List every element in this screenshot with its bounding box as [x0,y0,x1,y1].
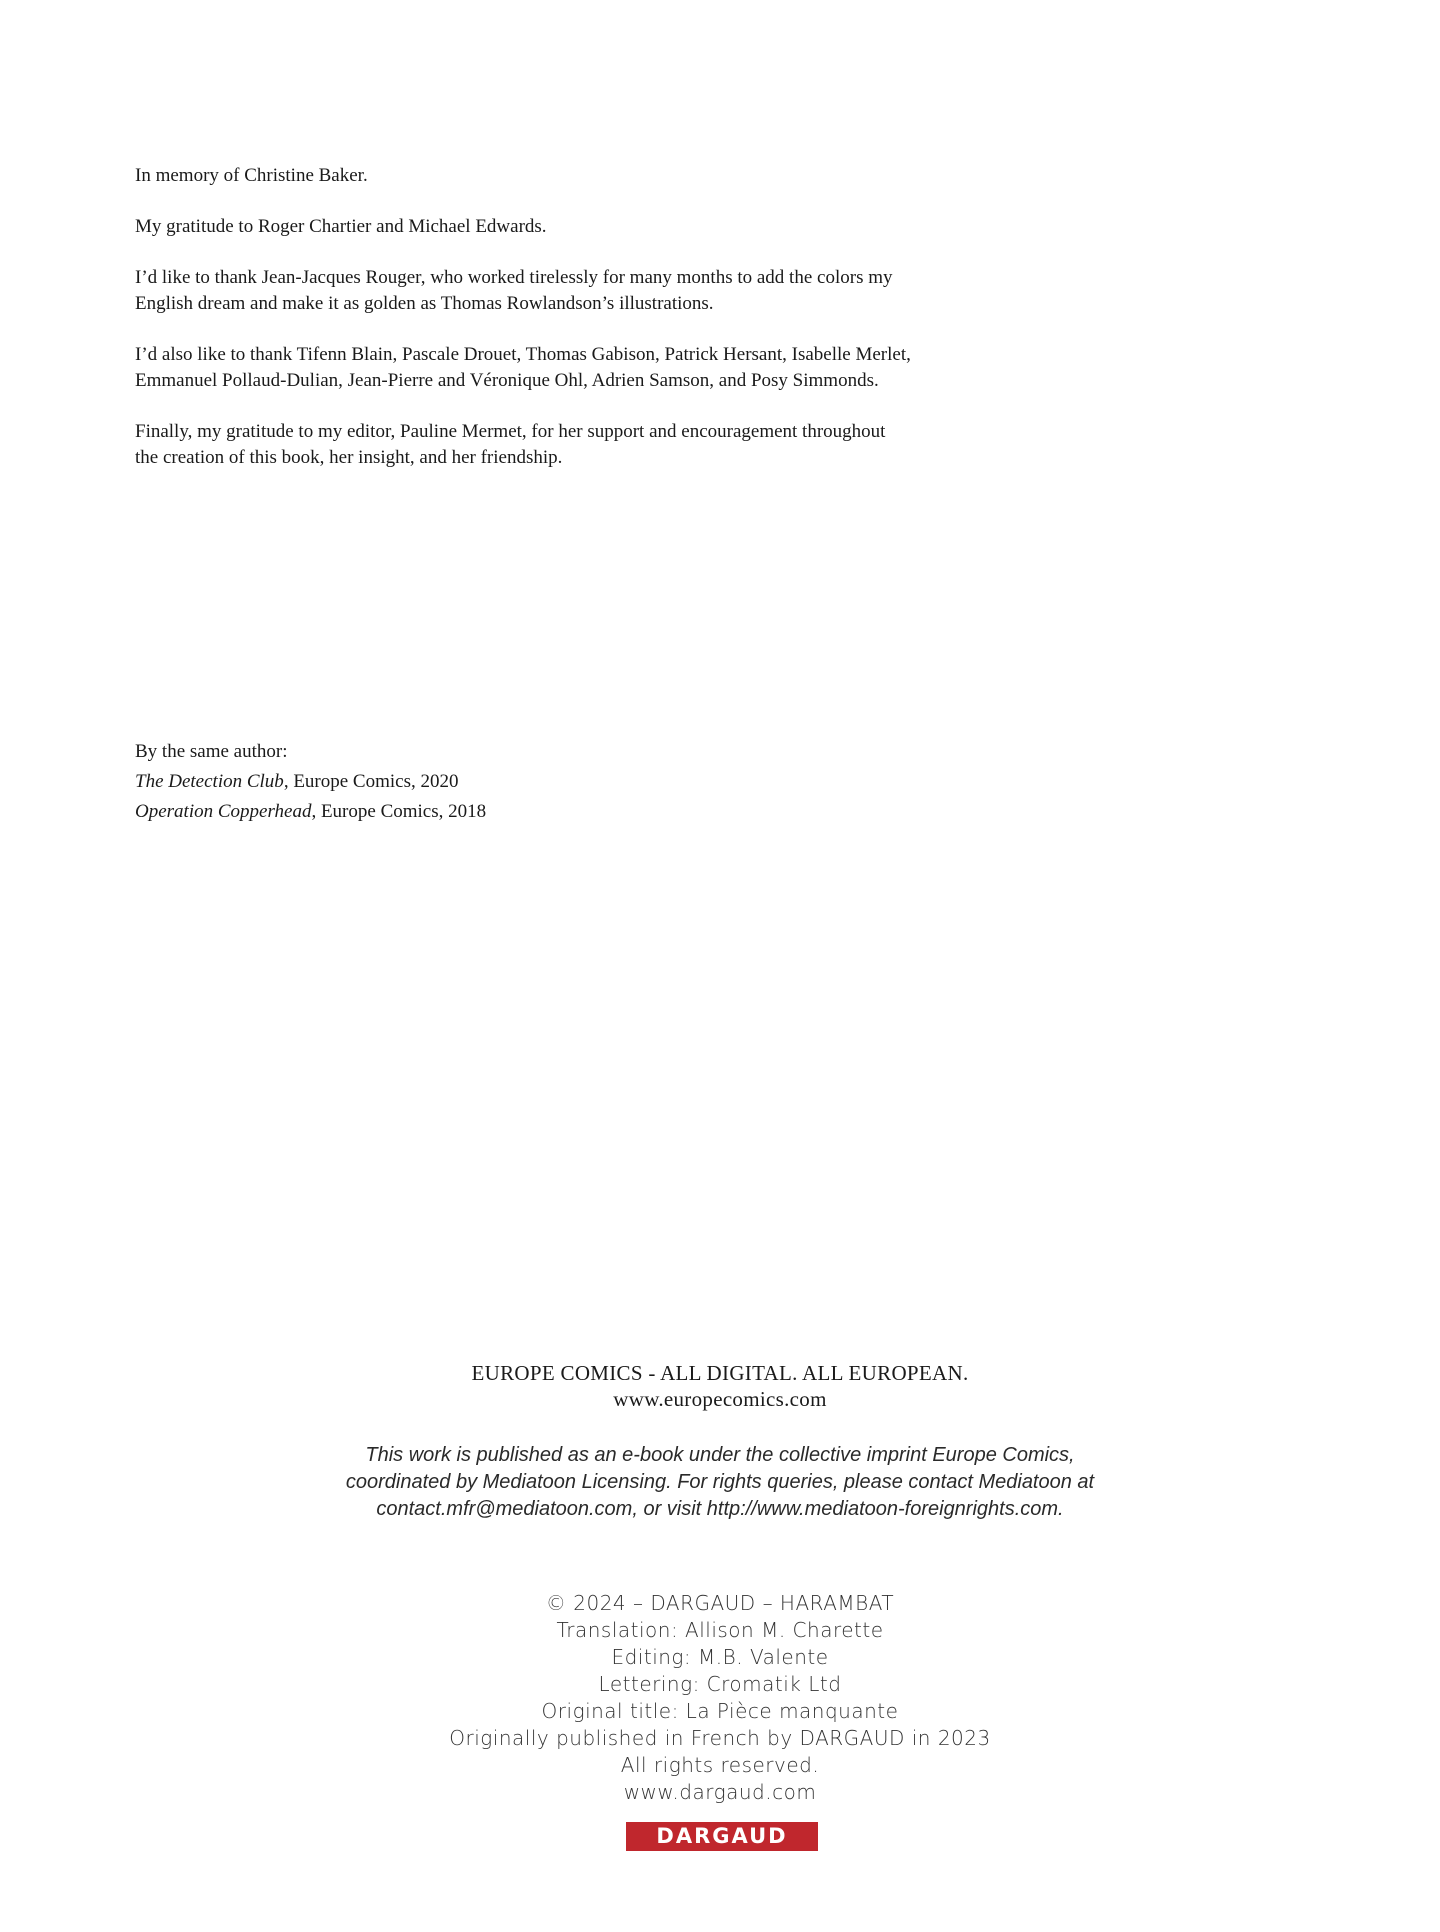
original-publication: Originally published in French by DARGAUD in 2023 [449,1726,991,1750]
dargaud-website: www.dargaud.com [623,1780,817,1804]
book-title: The Detection Club [135,771,284,792]
thanks-others-line: Emmanuel Pollaud-Dulian, Jean-Pierre and Véronique Ohl, Adrien Samson, and Posy Simmonds. [135,370,879,391]
bibliography-item [135,767,835,797]
thanks-editor-line: Finally, my gratitude to my editor, Pauline Mermet, for her support and encouragement throughout [135,421,886,442]
book-details: , Europe Comics, 2020 [283,771,459,792]
legal-line: contact.mfr@mediatoon.com, or visit http://www.mediatoon-foreignrights.com. [376,1498,1064,1520]
dargaud-logo-text: DARGAUD [656,1824,788,1848]
thanks-colorist-line: English dream and make it as golden as Thomas Rowlandson’s illustrations. [135,293,714,314]
rights-reserved: All rights reserved. [620,1753,820,1777]
bibliography-section [135,737,835,827]
original-title: Original title: La Pièce manquante [541,1699,899,1723]
book-details: , Europe Comics, 2018 [311,801,487,822]
editing-credit: Editing: M.B. Valente [611,1645,829,1669]
bibliography-heading: By the same author: [135,741,288,762]
legal-line: coordinated by Mediatoon Licensing. For rights queries, please contact Mediatoon at [345,1471,1095,1493]
publisher-section [0,1360,1440,1523]
book-title: Operation Copperhead [135,801,312,822]
gratitude-text: My gratitude to Roger Chartier and Michael Edwards. [135,216,547,237]
thanks-others-line: I’d also like to thank Tifenn Blain, Pascale Drouet, Thomas Gabison, Patrick Hersant, Isabelle Merlet, [135,344,911,365]
publisher-website: www.europecomics.com [613,1387,827,1411]
acknowledgements-section [135,163,1095,496]
thanks-editor-line: the creation of this book, her insight, and her friendship. [135,447,563,468]
dedication-text: In memory of Christine Baker. [135,165,368,186]
credits-section [0,1590,1440,1806]
translation-credit: Translation: Allison M. Charette [556,1618,884,1642]
bibliography-item [135,797,835,827]
copyright-line: © 2024 – DARGAUD – HARAMBAT [545,1591,895,1615]
legal-line: This work is published as an e-book under the collective imprint Europe Comics, [365,1444,1075,1466]
thanks-colorist-line: I’d like to thank Jean-Jacques Rouger, who worked tirelessly for many months to add the colors my [135,267,893,288]
thanks-colorist-paragraph [135,265,1095,317]
lettering-credit: Lettering: Cromatik Ltd [598,1672,842,1696]
thanks-others-paragraph [135,342,1095,394]
legal-notice [0,1442,1440,1523]
dargaud-logo [626,1822,818,1851]
publisher-slogan: EUROPE COMICS - ALL DIGITAL. ALL EUROPEAN. [471,1361,969,1385]
thanks-editor-paragraph [135,419,1095,471]
